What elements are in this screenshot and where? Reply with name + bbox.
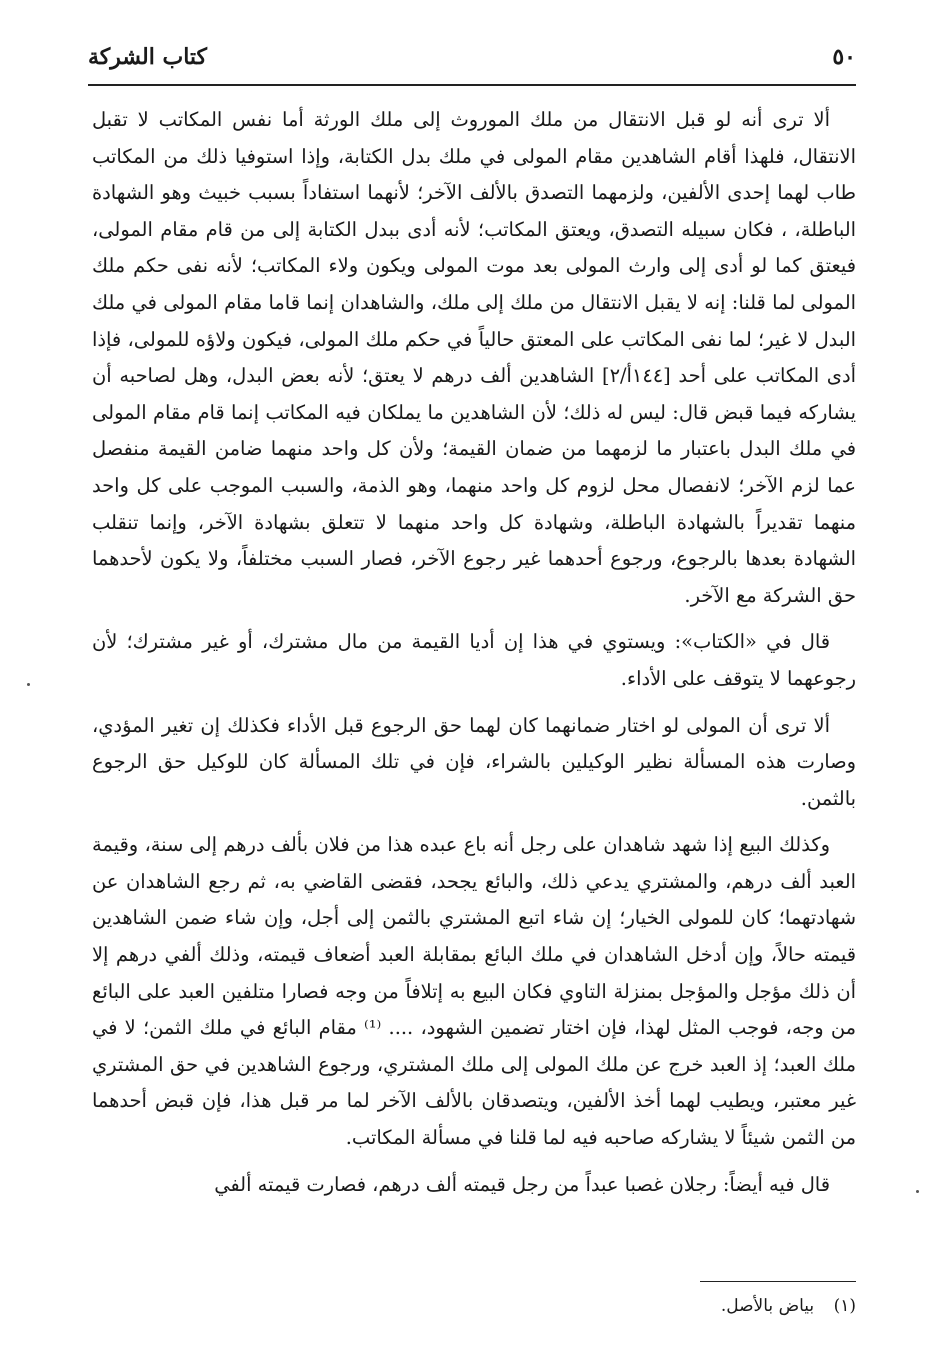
footnote-text: بياض بالأصل. (720, 1296, 815, 1316)
main-text (92, 102, 856, 1213)
footnote-number: (١) (833, 1296, 856, 1316)
paragraph: ألا ترى أنه لو قبل الانتقال من ملك الموروث إلى ملك الورثة أما نفس المكاتب لا تقبل الانتقال، فلهذا أقام الشاهدين مقام المولى في ملك بدل الكتابة، وإذا استوفيا ذلك من المكاتب طاب لهما إحدى الألفين، ولزمهما التصدق بالألف الآخر؛ لأنهما استفاداً بسبب خبيث وهو الشهادة الباطلة، ، فكان سبيله التصدق، ويعتق المكاتب؛ لأنه أدى ببدل الكتابة إلى من قام مقام المولى، فيعتق كما لو أدى إلى وارث المولى بعد موت المولى ويكون ولاء المكاتب؛ لأنه نفى حكم ملك المولى لما قلنا: إنه لا يقبل الانتقال من ملك إلى ملك، والشاهدان إنما قاما مقام المولى في ملك البدل لا غير؛ لما نفى المكاتب على المعتق حالياً في حكم ملك المولى، فيكون ولاؤه للمولى، فإذا أدى المكاتب على أحد [١٤٤أ/٢] الشاهدين ألف درهم لا يعتق؛ لأنه بعض البدل، وهل لصاحبه أن يشاركه فيما قبض قال: ليس له ذلك؛ لأن الشاهدين ما يملكان فيه المكاتب إنما قام مقام المولى في ملك البدل باعتبار ما لزمهما من ضمان القيمة؛ ولأن كل واحد منهما ضامن القيمة منفصل عما لزم الآخر؛ لانفصال محل لزوم كل واحد منهما، وهو الذمة، والسبب الموجب على كل واحد منهما تقديراً بالشهادة الباطلة، وشهادة كل واحد منهما لا تتعلق بشهادة الآخر، وإنما تنقلب الشهادة بعدها بالرجوع، ورجوع أحدهما غير رجوع الآخر، فصار السبب مختلفاً، ولا يكون لأحدهما حق الشركة مع الآخر. (92, 108, 856, 607)
margin-mark (916, 1190, 919, 1193)
paragraph: قال في «الكتاب»: ويستوي في هذا إن أديا القيمة من مال مشترك، أو غير مشترك؛ لأن رجوعهما لا يتوقف على الأداء. (92, 630, 856, 690)
running-title: كتاب الشركة (88, 44, 208, 70)
footnote-rule (700, 1281, 856, 1282)
page-header (88, 40, 856, 80)
paragraph: وكذلك البيع إذا شهد شاهدان على رجل أنه باع عبده هذا من فلان بألف درهم إلى سنة، وقيمة العبد ألف درهم، والمشتري يدعي ذلك، والبائع يجحد، فقضى القاضي به، ثم رجع الشاهدان عن شهادتهما؛ كان للمولى الخيار؛ إن شاء اتبع المشتري بالثمن إلى أجل، وإن شاء ضمن الشاهدين قيمته حالاً، وإن أدخل الشاهدان في ملك البائع بمقابلة العبد أضعاف قيمته، وذلك ألفي درهم إلا أن ذلك مؤجل والمؤجل بمنزلة التاوي فكان البيع به إتلافاً من وجه فصارا متلفين العبد على البائع من وجه، فوجب المثل لهذا، فإن اختار تضمين الشهود، .... ⁽¹⁾ مقام البائع في ملك الثمن؛ لا في ملك العبد؛ إذ العبد خرج عن ملك المولى إلى ملك المشتري، ورجوع الشاهدين في حق المشتري غير معتبر، ويطيب لهما أخذ الألفين، ويتصدقان بالألف الآخر لما مر قبل هذا، فإن قبض أحدهما من الثمن شيئاً لا يشاركه صاحبه فيه لما قلنا في مسألة المكاتب. (92, 833, 857, 1150)
margin-mark (27, 683, 30, 686)
footnote (92, 1292, 856, 1320)
paragraph: قال فيه أيضاً: رجلان غصبا عبداً من رجل قيمته ألف درهم، فصارت قيمته ألفي (214, 1172, 830, 1196)
paragraph: ألا ترى أن المولى لو اختار ضمانهما كان لهما حق الرجوع قبل الأداء فكذلك إن تغير المؤدي، وصارت هذه المسألة نظير الوكيلين بالشراء، فإن في تلك المسألة كان للوكيل حق الرجوع بالثمن. (92, 713, 856, 810)
page-number: ٥٠ (832, 44, 856, 70)
header-rule (88, 84, 856, 86)
